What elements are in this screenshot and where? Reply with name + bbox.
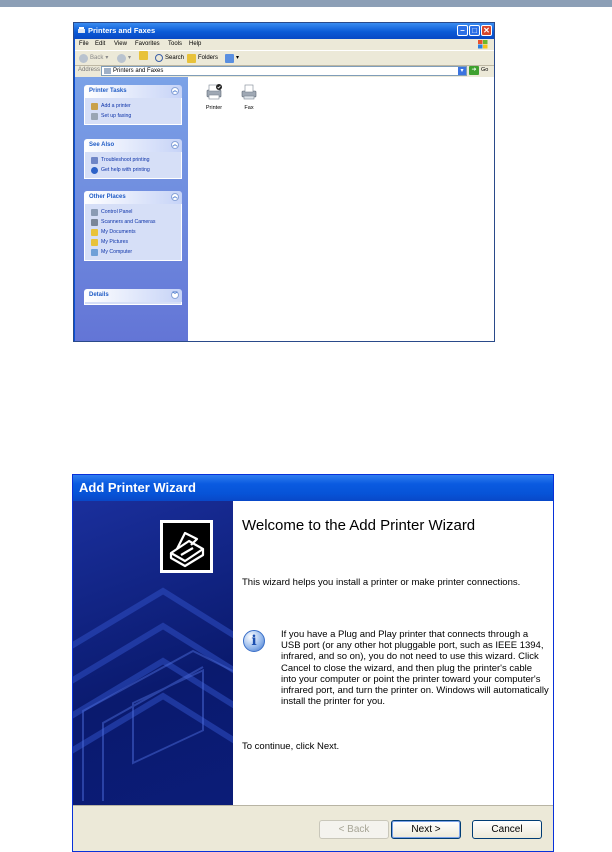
task-pane bbox=[75, 77, 188, 341]
wizard-continue-text: To continue, click Next. bbox=[242, 741, 340, 752]
panel-body bbox=[84, 152, 182, 179]
folders-button[interactable]: Folders bbox=[187, 51, 218, 65]
see-also-panel bbox=[84, 139, 182, 179]
chevron-down-icon[interactable]: ︾ bbox=[172, 292, 178, 298]
folders-icon bbox=[187, 54, 196, 63]
chevron-down-icon: ▾ bbox=[105, 55, 109, 61]
control-panel-icon bbox=[91, 209, 98, 216]
folder-icon bbox=[91, 229, 98, 236]
wizard-info-text: If you have a Plug and Play printer that connects through a USB port (or any other hot pluggable port, such as IEEE 1394, infrared, and so on), you do not need to use this wizard. Click Cancel to close the wizard, and then plug the printer's cable into your computer or point the printer toward your computer's infrared port, and turn the printer on. Windows will automatically install the printer for you. bbox=[281, 629, 549, 708]
forward-button[interactable] bbox=[117, 51, 131, 65]
menu-tools[interactable]: Tools bbox=[168, 41, 183, 47]
panel-body bbox=[84, 98, 182, 125]
troubleshoot-printing-link[interactable]: Troubleshoot printing bbox=[85, 155, 181, 165]
panel-header[interactable]: See Also ︽ bbox=[84, 139, 182, 152]
menu-help[interactable]: Help bbox=[189, 41, 202, 47]
up-folder-button[interactable] bbox=[139, 51, 148, 60]
windows-logo-icon bbox=[478, 40, 488, 49]
details-panel bbox=[84, 289, 182, 305]
printer-tasks-panel bbox=[84, 85, 182, 125]
item-label: Fax bbox=[244, 105, 254, 111]
printers-and-faxes-window bbox=[73, 22, 495, 342]
fax-icon bbox=[240, 83, 258, 101]
panel-header[interactable]: Printer Tasks ︽ bbox=[84, 85, 182, 98]
window-body bbox=[75, 39, 494, 341]
wizard-title-bar bbox=[73, 475, 553, 501]
scanners-and-cameras-link[interactable]: Scanners and Cameras bbox=[85, 217, 181, 227]
my-documents-link[interactable]: My Documents bbox=[85, 227, 181, 237]
my-pictures-link[interactable]: My Pictures bbox=[85, 237, 181, 247]
computer-icon bbox=[91, 249, 98, 256]
back-arrow-icon bbox=[79, 54, 88, 63]
info-icon: i bbox=[243, 630, 265, 652]
set-up-faxing-link[interactable]: Set up faxing bbox=[85, 111, 181, 121]
window-title: Printers and Faxes bbox=[88, 26, 156, 35]
toolbar bbox=[75, 50, 494, 66]
views-button[interactable] bbox=[225, 51, 239, 65]
menu-edit[interactable]: Edit bbox=[95, 41, 106, 47]
wizard-button-row bbox=[73, 805, 553, 852]
other-places-panel bbox=[84, 191, 182, 261]
my-computer-link[interactable]: My Computer bbox=[85, 247, 181, 257]
back-button[interactable]: Back ▾ bbox=[79, 51, 108, 65]
printer-folder-icon bbox=[77, 26, 86, 35]
help-icon bbox=[91, 167, 98, 174]
address-label: Address bbox=[78, 67, 101, 73]
wizard-printer-icon bbox=[160, 520, 213, 573]
go-label[interactable]: Go bbox=[481, 67, 489, 73]
wizard-title: Add Printer Wizard bbox=[79, 480, 196, 495]
fax-item[interactable] bbox=[234, 83, 264, 111]
up-folder-icon bbox=[139, 51, 148, 60]
back-button[interactable]: < Back bbox=[319, 820, 389, 839]
menu-favorites[interactable]: Favorites bbox=[135, 41, 160, 47]
address-value: Printers and Faxes bbox=[113, 68, 164, 74]
control-panel-link[interactable]: Control Panel bbox=[85, 207, 181, 217]
chevron-down-icon: ▾ bbox=[236, 55, 240, 61]
panel-header[interactable]: Other Places ︽ bbox=[84, 191, 182, 204]
help-book-icon bbox=[91, 157, 98, 164]
printer-icon bbox=[205, 83, 223, 101]
page-top-rule bbox=[0, 0, 612, 7]
address-bar bbox=[75, 65, 494, 76]
views-icon bbox=[225, 54, 234, 63]
menu-bar bbox=[75, 39, 494, 50]
minimize-button[interactable]: – bbox=[457, 25, 468, 36]
chevron-down-icon: ▾ bbox=[128, 55, 132, 61]
folder-content bbox=[188, 77, 494, 341]
search-icon bbox=[155, 54, 163, 62]
maximize-button[interactable]: □ bbox=[469, 25, 480, 36]
chevron-up-icon[interactable]: ︽ bbox=[172, 88, 178, 94]
folder-icon bbox=[91, 239, 98, 246]
printer-folder-icon bbox=[104, 68, 111, 74]
wizard-banner bbox=[73, 501, 233, 805]
wizard-heading: Welcome to the Add Printer Wizard bbox=[242, 517, 476, 534]
title-bar bbox=[74, 23, 494, 39]
chevron-up-icon[interactable]: ︽ bbox=[172, 194, 178, 200]
printer-item[interactable] bbox=[199, 83, 229, 111]
chevron-down-icon[interactable]: ▾ bbox=[458, 67, 466, 75]
panel-body bbox=[84, 302, 182, 305]
chevron-up-icon[interactable]: ︽ bbox=[172, 142, 178, 148]
panel-body bbox=[84, 204, 182, 261]
menu-file[interactable]: File bbox=[79, 41, 89, 47]
fax-icon bbox=[91, 113, 98, 120]
camera-icon bbox=[91, 219, 98, 226]
menu-view[interactable]: View bbox=[114, 41, 127, 47]
get-help-with-printing-link[interactable]: Get help with printing bbox=[85, 165, 181, 175]
go-arrow-icon[interactable]: ➜ bbox=[469, 66, 479, 75]
add-printer-icon bbox=[91, 103, 98, 110]
next-button[interactable]: Next > bbox=[391, 820, 461, 839]
item-label: Printer bbox=[205, 105, 223, 111]
wizard-intro-text: This wizard helps you install a printer or make printer connections. bbox=[242, 577, 521, 588]
wizard-page bbox=[233, 501, 553, 805]
search-button[interactable]: Search bbox=[155, 51, 184, 65]
cancel-button[interactable]: Cancel bbox=[472, 820, 542, 839]
add-printer-wizard-window bbox=[72, 474, 554, 852]
add-a-printer-link[interactable]: Add a printer bbox=[85, 101, 181, 111]
close-button[interactable]: ✕ bbox=[481, 25, 492, 36]
address-field[interactable] bbox=[101, 66, 467, 76]
forward-arrow-icon bbox=[117, 54, 126, 63]
panel-header[interactable]: Details ︾ bbox=[84, 289, 182, 302]
